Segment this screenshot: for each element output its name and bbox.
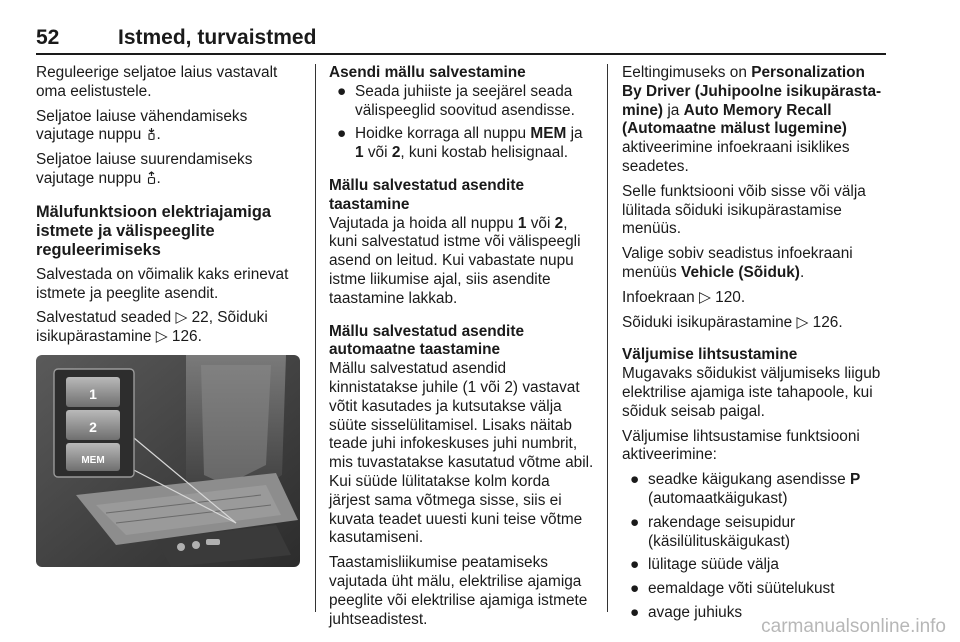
paragraph-activation: Väljumise lihtsustamise funktsiooni aktiveerimine: xyxy=(622,427,860,464)
paragraph-restore: Vajutada ja hoida all nuppu 1 või 2, kuni salvestatud istme või välispeegli asend on leitud. Kui vabastate nupu istme liikumise ajal, siis asendite taastamine lakkab. xyxy=(329,214,581,307)
bullet-icon: ● xyxy=(337,82,347,100)
ref-link-126[interactable]: 126. xyxy=(812,313,843,331)
heading-auto-restore: Mällu salvestatud asendite automaatne taastamine xyxy=(329,322,525,359)
bullet-icon: ● xyxy=(337,125,347,143)
header-rule xyxy=(36,53,886,55)
seat-back-widen-icon xyxy=(146,171,157,185)
ref-arrow-icon: ▷ xyxy=(699,288,711,306)
paragraph-two-positions: Salvestada on võimalik kaks erinevat istmete ja peeglite asendit. xyxy=(36,265,289,302)
list-item: ● avage juhiuks xyxy=(630,603,743,621)
paragraph-adjust-width: Reguleerige seljatoe laius vastavalt oma eelistustele. xyxy=(36,64,278,100)
page-number: 52 xyxy=(36,26,60,49)
bullet-icon: ● xyxy=(630,580,640,598)
memory-button-2-label: 2 xyxy=(89,418,97,435)
save-steps-list xyxy=(329,83,595,163)
running-title: Istmed, turvaistmed xyxy=(118,26,317,49)
page-header xyxy=(36,26,886,54)
heading-memory-function: Mälufunktsioon elektriajamiga istmete ja välispeeglite reguleerimiseks xyxy=(36,202,271,259)
heading-restore-position: Mällu salvestatud asendite taastamine xyxy=(329,176,525,213)
mem-button-label: MEM xyxy=(81,454,105,466)
heading-save-position: Asendi mällu salvestamine xyxy=(329,64,526,81)
paragraph-toggle-function: Selle funktsiooni võib sisse või välja lülitada sõiduki isikupärastamise menüüs. xyxy=(622,182,866,238)
activation-steps-list xyxy=(622,471,888,623)
paragraph-widen: Seljatoe laiuse suurendamiseks vajutage nuppu . xyxy=(36,151,253,187)
column-divider-2 xyxy=(607,64,608,612)
ref-arrow-icon: ▷ xyxy=(175,309,188,327)
bullet-icon: ● xyxy=(630,556,640,574)
paragraph-personalization-ref: Sõiduki isikupärastamine ▷ 126. xyxy=(622,313,843,331)
paragraph-saved-settings: Salvestatud seaded ▷ 22, Sõiduki isikupärastamine ▷ 126. xyxy=(36,309,268,346)
paragraph-precondition: Eeltingimuseks on Personalization By Driver (Juhipoolne isikupärastamine) ja Auto Memory Recall (Automaatne mälust lugemine) aktiveerimine infoekraani isiklikes seadetes. xyxy=(622,64,882,175)
column-divider-1 xyxy=(315,64,316,612)
list-item: ● Seada juhiiste ja seejärel seada välispeeglid soovitud asendisse. xyxy=(337,82,575,119)
paragraph-narrow: Seljatoe laiuse vähendamiseks vajutage nuppu . xyxy=(36,107,248,144)
ref-arrow-icon: ▷ xyxy=(796,313,809,331)
list-item: ● rakendage seisupidur (käsilülituskäigukast) xyxy=(630,513,796,550)
bullet-icon: ● xyxy=(630,513,640,531)
paragraph-easy-exit: Mugavaks sõidukist väljumiseks liigub elektrilise ajamiga iste tahapoole, kui sõiduk seisab paigal. xyxy=(622,365,881,420)
ref-link-126[interactable]: 126. xyxy=(171,328,202,346)
list-item: ● seadke käigukang asendisse P (automaatkäigukast) xyxy=(630,471,861,507)
bullet-icon: ● xyxy=(630,471,640,489)
list-item: ● lülitage süüde välja xyxy=(630,556,779,574)
column-1 xyxy=(36,64,302,567)
column-3 xyxy=(622,64,888,629)
seat-back-narrow-icon xyxy=(146,127,157,141)
seat-memory-buttons-illustration xyxy=(36,355,300,567)
ref-arrow-icon: ▷ xyxy=(155,328,168,346)
watermark: carmanualsonline.info xyxy=(761,616,946,637)
column-2 xyxy=(329,64,595,635)
heading-easy-exit: Väljumise lihtsustamine xyxy=(622,346,798,364)
list-item: ● Hoidke korraga all nuppu MEM ja 1 või 2, kuni kostab helisignaal. xyxy=(337,125,583,162)
list-item: ● eemaldage võti süütelukust xyxy=(630,580,835,598)
paragraph-select-setting: Valige sobiv seadistus infoekraani menüüs Vehicle (Sõiduk). xyxy=(622,245,853,281)
ref-link-22[interactable]: 22, Sõiduki isikupärastamine xyxy=(36,309,268,346)
paragraph-infoscreen-ref: Infoekraan ▷ 120. xyxy=(622,288,746,306)
paragraph-stop-restore: Taastamisliikumise peatamiseks vajutada üht mälu, elektrilise ajamiga peeglite või elektrilise ajamiga istmete juhtseadistest. xyxy=(329,554,588,628)
bullet-icon: ● xyxy=(630,603,640,621)
ref-link-120[interactable]: 120. xyxy=(715,288,746,306)
paragraph-auto-restore: Mällu salvestatud asendid kinnistatakse juhile (1 või 2) vastavat võtit kasutades ja kutsutakse välja süüte sisselülitamisel. Lisaks näitab teade juhi infokeskuses juhi numbrit, mis tuvastatakse kasutatud võtme abil. Kui süüde lülitatakse kolm korda järjest sama võtmega sisse, siis ei kuvata teadet uuesti kuni teise võtme kasutamiseni. xyxy=(329,360,594,547)
memory-button-1-label: 1 xyxy=(89,385,97,402)
